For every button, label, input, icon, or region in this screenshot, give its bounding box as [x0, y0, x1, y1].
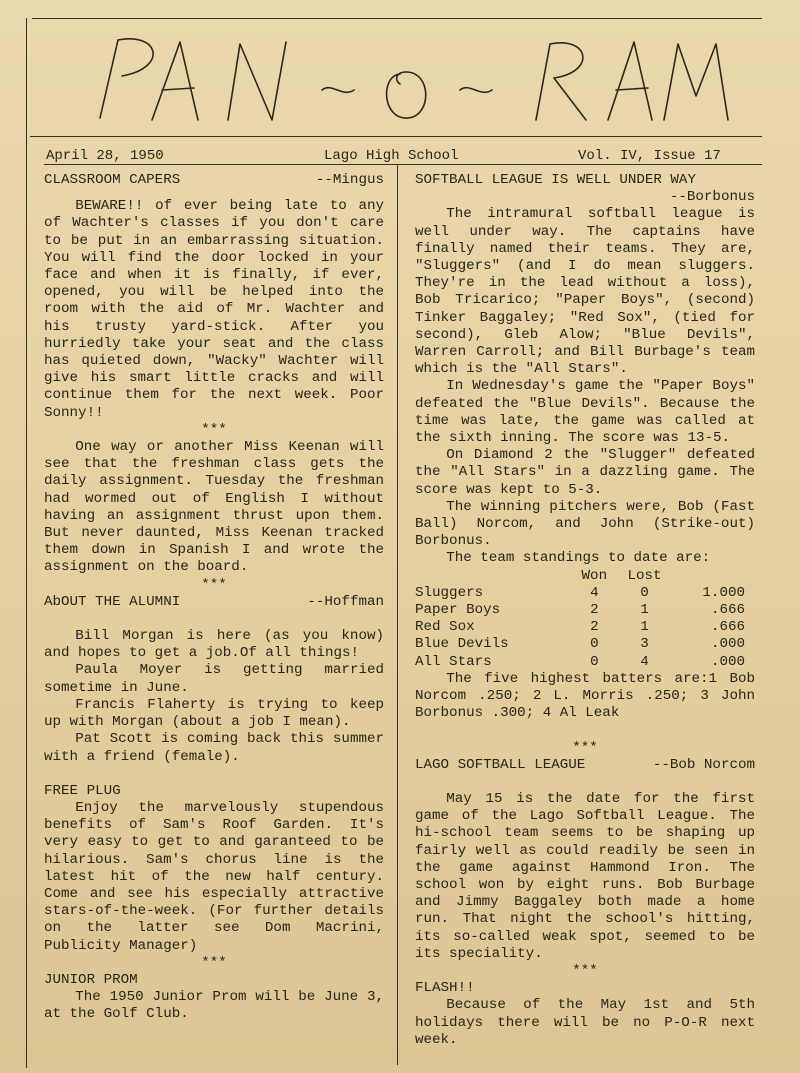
team-name: All Stars	[415, 653, 492, 670]
masthead-title	[60, 28, 760, 128]
issue-date: April 28, 1950	[46, 148, 164, 164]
article-paragraph: One way or another Miss Keenan will see that the freshman class gets the daily assignment. Tuesday the freshman had wormed out of English I without having an assignment thrust upon them. But never daunted, Miss Keenan tracked them down in Spanish I and wrote the assignment on the board.	[44, 439, 384, 576]
article-paragraph: Enjoy the marvelously stupendous benefits of Sam's Roof Garden. It's very easy to get to and garanteed to be hilarious. Sam's chorus line is the latest hit of the new half century. Come and see his especially attractive stars-of-the-week. (For further details on the latter see Dom Macrini, Publicity Manager)	[44, 799, 384, 954]
table-row	[415, 602, 745, 619]
team-name: Paper Boys	[415, 602, 501, 619]
lost-header: Lost	[627, 567, 662, 584]
team-pct: 1.000	[702, 584, 745, 601]
junior-prom-heading	[44, 972, 384, 989]
team-pct: .000	[710, 636, 745, 653]
table-row	[415, 619, 745, 636]
frame-left-rule	[26, 18, 27, 1068]
separator: ***	[201, 954, 227, 971]
separator: ***	[201, 421, 227, 438]
frame-top-rule	[32, 18, 762, 19]
team-won: 4	[590, 584, 599, 601]
standings-header-row	[415, 568, 745, 585]
team-pct: .666	[710, 619, 745, 636]
dateline-rule	[44, 164, 762, 165]
article-paragraph: The five highest batters are:1 Bob Norcom .250; 2 L. Morris .250; 3 John Borbonus .300; 4 Al Leak	[415, 670, 755, 722]
free-plug-heading	[44, 783, 384, 800]
article-paragraph: May 15 is the date for the first game of the Lago Softball League. The hi-school team seems to be shaping up fairly well as could readily be seen in the game against Hammond Iron. The school won by eight runs. Bob Burbage and Jimmy Baggaley both made a home run. That night the school's hitting, its so-called weak spot, seemed to be its speciality.	[415, 790, 755, 962]
article-author: --Bob Norcom	[652, 756, 755, 773]
table-row	[415, 636, 745, 653]
article-title: LAGO SOFTBALL LEAGUE	[415, 756, 586, 773]
article-paragraph: Paula Moyer is getting married sometime in June.	[44, 662, 384, 696]
lago-softball-heading	[415, 757, 755, 774]
team-lost: 0	[640, 584, 649, 601]
team-pct: .666	[710, 602, 745, 619]
won-header: Won	[581, 567, 608, 584]
article-author: --Borbonus	[669, 189, 755, 206]
article-paragraph: The intramural softball league is well under way. The captains have finally named their teams. They are, "Sluggers" (and I do mean sluggers. They're in the lead without a loss), Bob Tricarico; "Paper Boys", (second) Tinker Baggaley; "Red Sox", (tied for second), Gleb Alow; "Blue Devils", Warren Carroll; and Bill Burbage's team which is the "All Stars".	[415, 206, 755, 378]
team-won: 2	[590, 619, 599, 636]
softball-league-heading	[415, 172, 755, 189]
article-title: FREE PLUG	[44, 782, 121, 799]
article-paragraph: The 1950 Junior Prom will be June 3, at the Golf Club.	[44, 989, 384, 1023]
article-title: CLASSROOM CAPERS	[44, 172, 181, 188]
article-paragraph: BEWARE!! of ever being late to any of Wachter's classes if you don't care to be put in an embarrassing situation. You will find the door locked in your face and when it is finally, if ever, opened, you will be helped into the room with the aid of Mr. Wachter and his trusty yard-stick. After you hurriedly take your seat and the class has quieted down, "Wacky" Wachter will give his smart little cracks and will continue them for the next week. Poor Sonny!!	[44, 198, 384, 421]
team-lost: 1	[640, 619, 649, 636]
team-lost: 3	[640, 636, 649, 653]
team-name: Sluggers	[415, 584, 484, 601]
team-name: Blue Devils	[415, 636, 509, 653]
article-paragraph: Pat Scott is coming back this summer with a friend (female).	[44, 731, 384, 765]
team-name: Red Sox	[415, 619, 475, 636]
separator: ***	[572, 962, 598, 979]
article-paragraph: On Diamond 2 the "Slugger" defeated the "All Stars" in a dazzling game. The score was kept to 5-3.	[415, 447, 755, 498]
team-won: 0	[590, 636, 599, 653]
table-row	[415, 585, 745, 602]
article-paragraph: The team standings to date are:	[446, 550, 711, 567]
left-column	[44, 172, 384, 1024]
alumni-heading	[44, 594, 384, 611]
article-paragraph: Because of the May 1st and 5th holidays there will be no P-O-R next week.	[415, 997, 755, 1048]
team-lost: 1	[640, 602, 649, 619]
flash-heading	[415, 980, 755, 997]
school-name: Lago High School	[324, 148, 459, 164]
standings-table	[415, 568, 745, 671]
article-paragraph: In Wednesday's game the "Paper Boys" defeated the "Blue Devils". Because the time was late, the game was called at the sixth inning. The score was 13-5.	[415, 378, 755, 447]
article-paragraph: Bill Morgan is here (as you know) and hopes to get a job.Of all things!	[44, 628, 384, 662]
masthead-rule	[30, 136, 762, 137]
volume-issue: Vol. IV, Issue 17	[578, 148, 721, 164]
article-paragraph: The winning pitchers were, Bob (Fast Ball) Norcom, and John (Strike-out) Borbonus.	[415, 498, 755, 550]
separator: ***	[572, 739, 598, 756]
article-title: SOFTBALL LEAGUE IS WELL UNDER WAY	[415, 172, 696, 188]
team-won: 2	[590, 602, 599, 619]
article-author: --Mingus	[315, 172, 384, 188]
separator: ***	[201, 576, 227, 593]
article-author: --Hoffman	[307, 593, 384, 610]
article-paragraph: Francis Flaherty is trying to keep up with Morgan (about a job I mean).	[44, 696, 384, 731]
team-pct: .000	[710, 653, 745, 670]
team-lost: 4	[640, 653, 649, 670]
article-title: AbOUT THE ALUMNI	[44, 593, 181, 610]
team-won: 0	[590, 653, 599, 670]
column-divider	[397, 165, 398, 1065]
table-row	[415, 654, 745, 671]
masthead-title-text: PAN-O-RAM	[407, 127, 413, 128]
article-title: FLASH!!	[415, 980, 475, 997]
classroom-capers-heading	[44, 172, 384, 189]
right-column	[415, 172, 755, 1049]
article-title: JUNIOR PROM	[44, 971, 138, 988]
